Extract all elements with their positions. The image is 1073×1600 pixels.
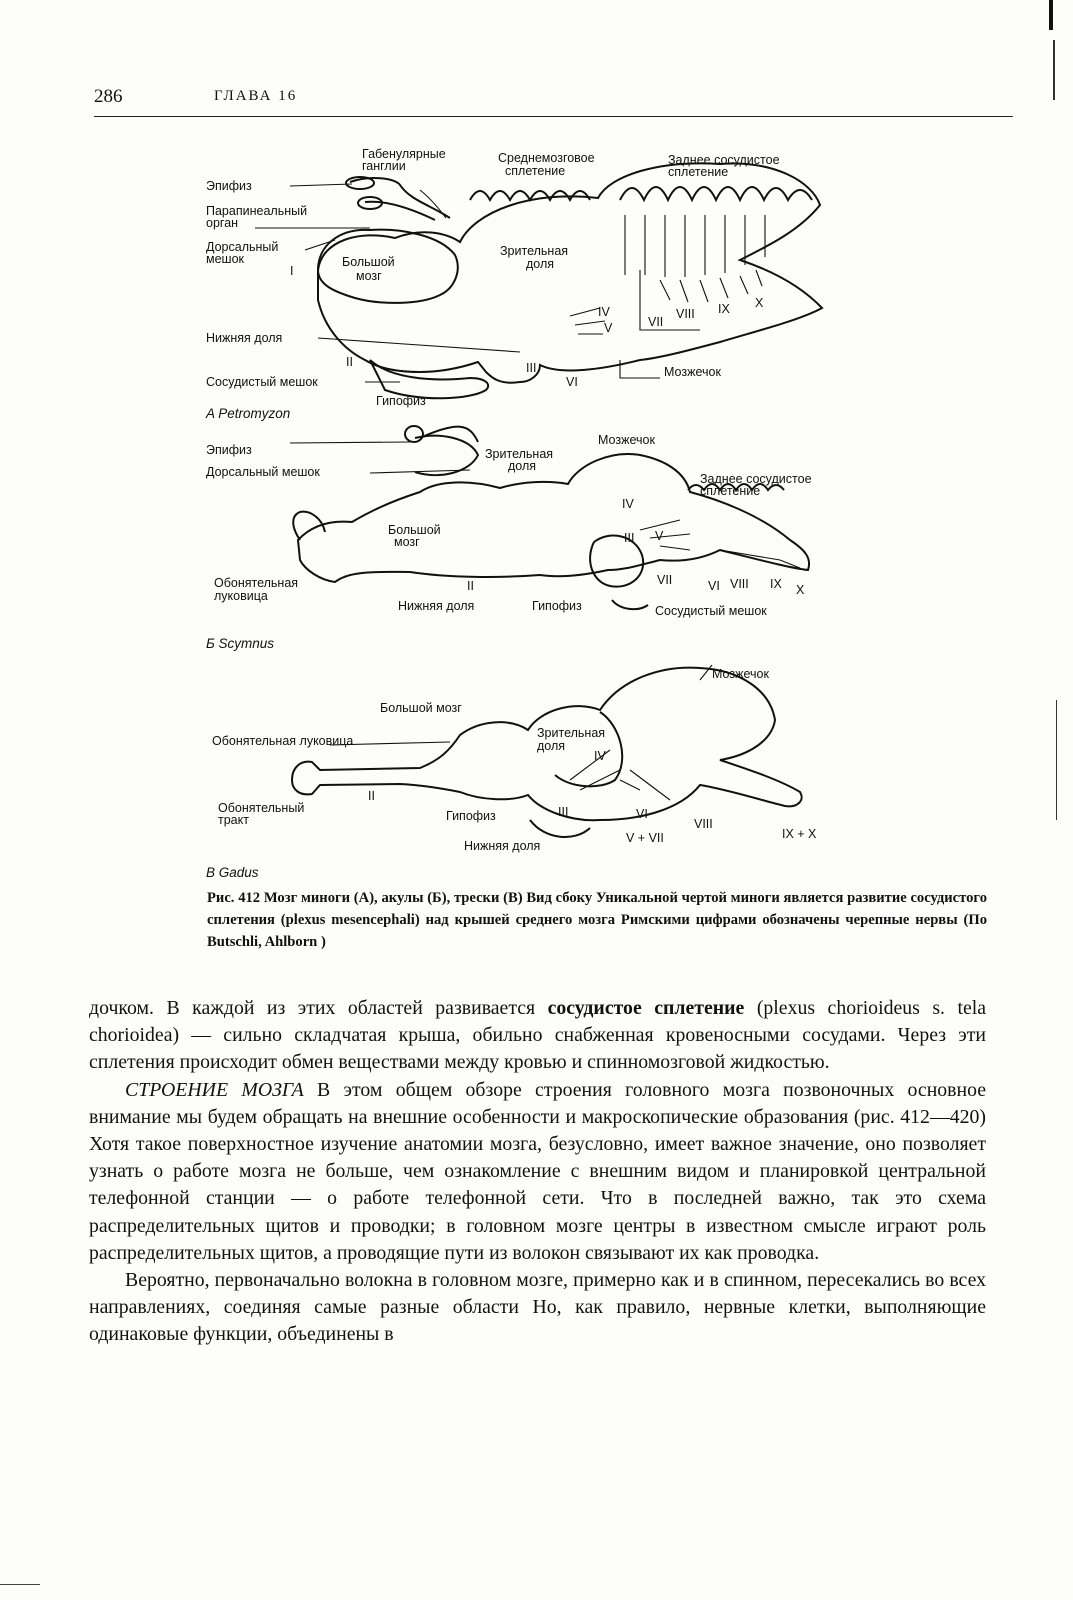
nerve-label: IV [622,497,634,511]
panel-a-subtitle: A Petromyzon [206,406,291,421]
panel-a-cranial-roots [660,270,762,302]
label-midbrain-plexus: Среднемозговое [498,151,595,165]
label-olfactory-bulb: Обонятельная луковица [212,734,354,748]
label-epiphysis: Эпифиз [206,179,252,193]
panel-b-subtitle: Б Scymnus [206,636,275,651]
midbrain-plexus-folds [470,191,590,200]
nerve-label: I [290,264,294,278]
label-inferior-lobe: Нижняя доля [464,839,541,853]
panel-b-hypophysis [590,536,643,587]
nerve-label: X [755,296,764,310]
label-hypophysis: Гипофиз [446,809,496,823]
label-optic-lobe-2: доля [508,459,537,473]
nerve-label: VIII [730,577,749,591]
scan-bottom-mark [0,1584,40,1585]
nerve-label: VI [708,579,720,593]
chapter-title: ГЛАВА 16 [214,88,298,104]
label-olfactory-tract-2: тракт [218,813,249,827]
label-posterior-plexus-2: сплетение [700,484,761,498]
label-optic-lobe: Зрительная [500,244,569,258]
nerve-label: V [604,321,613,335]
label-hypophysis: Гипофиз [376,394,426,408]
panel-b-saccus [612,600,648,609]
panel-c-nerve-roots [570,750,670,800]
term-bold: сосудистое сплетение [547,997,745,1019]
nerve-label: VI [566,375,578,389]
page-number: 286 [94,86,123,107]
label-dorsal-sac-2: мешок [206,252,244,266]
leader [290,184,352,186]
nerve-label: VII [657,573,673,587]
nerve-label: X [796,583,805,597]
running-header [94,86,989,116]
paragraph-text: (plexus chorioideus s. tela chorioidea) — сильно складчатая крыша, обильно снабженная кровеносными сосудами. Через эти сплетения происходит обмен веществами между кровью и спинномозговой жидкостью. [89,997,986,1074]
paragraph-text: В этом общем обзоре строения головного мозга позвоночных основное внимание мы будем обращать на внешние особенности и макроскопические образования (рис. 412—420) Хотя такое поверхностное изучение анатомии мозга, безусловно, имеет важное значение, оно позволяет узнать о работе мозга не больше, чем ознакомление с внешним видом и планировкой центральной телефонной станции — о работе телефонной сети. Что в последней важно, так это схема распределительных щитов и проводки; в головном мозге центры в известном смысле играют роль распределительных щитов, а проводящие пути из волокон связывают их как проводка. [89,1078,987,1264]
nerve-label: III [624,531,635,545]
paragraph-text: дочком. В каждой из этих областей развивается [89,997,548,1019]
nerve-label: IX [770,577,782,591]
nerve-label: II [467,579,474,593]
label-epiphysis: Эпифиз [206,443,252,457]
nerve-label: II [346,355,353,369]
panel-c-subtitle: В Gadus [206,865,259,880]
label-optic-lobe: Зрительная [485,447,554,461]
nerve-label: IX [718,302,730,316]
label-cerebrum-2: мозг [356,269,382,283]
label-saccus-vasculosus: Сосудистый мешок [206,375,318,389]
nerve-label: V [655,529,664,543]
panel-a-petromyzon [205,147,822,421]
section-heading-inline: СТРОЕНИЕ МОЗГА [125,1078,304,1101]
scan-edge-mark [1049,0,1053,30]
paragraph-text: Вероятно, первоначально волокна в головном мозге, примерно как и в спинном, пересекались во всех направлениях, соединяя самые разные области Но, как правило, нервные клетки, выполняющие одинаковые функции, объединены в [89,1269,986,1346]
posterior-plexus-folds [620,187,812,200]
label-posterior-plexus-2: сплетение [668,165,729,179]
panel-b-epiphysis-stalk [420,427,478,442]
label-optic-lobe-2: доля [537,739,566,753]
label-olfactory-bulb: Обонятельная [214,576,299,590]
leader [290,442,410,443]
label-habenular-ganglia: Габенулярные [362,147,446,161]
caption-text: Мозг миноги (А), акулы (Б), трески (В) Вид сбоку Уникальной чертой миноги является развитие сосудистого сплетения (plexus mesencephali) над крышей среднего мозга Римскими цифрами обозначены черепные нервы (По Butschli, Ahlborn ) [207,890,987,950]
header-rule [94,116,1013,117]
label-cerebrum: Большой мозг [380,701,462,715]
panel-b-epiphysis [415,436,478,475]
label-optic-lobe: Зрительная [537,726,606,740]
nerve-label: VII [648,315,664,329]
panel-a-hypophysis [370,360,488,398]
nerve-label: VIII [694,817,713,831]
nerve-label: IV [598,305,610,319]
nerve-label: VIII [676,307,695,321]
posterior-plexus-vessels [625,215,765,277]
label-cerebrum: Большой [388,523,441,537]
paragraph [89,1077,986,1267]
paragraph [89,1267,986,1349]
paragraph [89,995,986,1077]
label-inferior-lobe: Нижняя доля [398,599,475,613]
panel-c-optic-lobe [555,712,622,786]
brain-figure [0,120,1073,880]
label-olfactory-bulb-2: луковица [214,589,268,603]
panel-b-epiphysis-vesicle [405,426,423,442]
label-saccus-vasculosus: Сосудистый мешок [655,604,767,618]
label-parapineal-2: орган [206,216,239,230]
nerve-label: V + VII [626,831,664,845]
panel-c-gadus [206,665,817,880]
caption-figure-number: Рис. 412 [207,890,261,906]
label-cerebellum: Мозжечок [598,433,655,447]
label-dorsal-sac: Дорсальный [206,240,279,254]
label-cerebrum: Большой [342,255,395,269]
panel-c-hypophysis [530,820,590,837]
scan-edge-line [1053,40,1055,100]
label-parapineal: Парапинеальный [206,204,308,218]
label-cerebellum: Мозжечок [712,667,769,681]
label-midbrain-plexus-2: сплетение [505,164,566,178]
label-cerebellum: Мозжечок [664,365,721,379]
label-optic-lobe-2: доля [526,257,555,271]
panel-a-brain-outline [318,163,822,382]
label-hypophysis: Гипофиз [532,599,582,613]
nerve-label: III [526,361,537,375]
nerve-label: VI [636,807,648,821]
label-habenular-ganglia-2: ганглии [362,159,406,173]
panel-b-scymnus [206,426,812,651]
label-olfactory-tract: Обонятельный [218,801,305,815]
label-posterior-plexus: Заднее сосудистое [668,153,780,167]
nerve-label: IX + X [782,827,817,841]
nerve-label: III [558,805,569,819]
figure-caption [207,887,987,953]
nerve-label: II [368,789,375,803]
label-dorsal-sac: Дорсальный мешок [206,465,320,479]
label-inferior-lobe: Нижняя доля [206,331,283,345]
nerve-label: IV [594,749,606,763]
body-text [89,995,986,1349]
label-cerebrum-2: мозг [394,535,420,549]
label-posterior-plexus: Заднее сосудистое [700,472,812,486]
